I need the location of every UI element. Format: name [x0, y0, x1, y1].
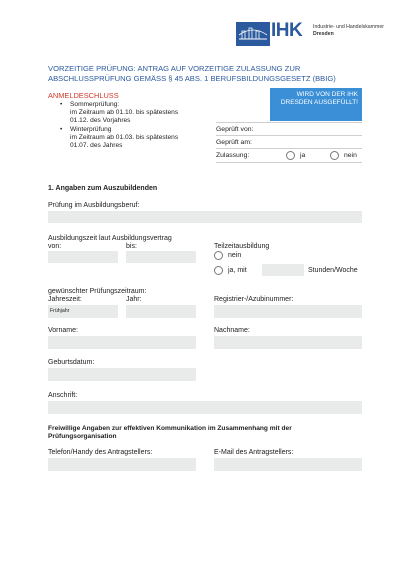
parttime-no-radio[interactable] — [214, 251, 223, 260]
phone-label: Telefon/Handy des Antragstellers: — [48, 449, 153, 456]
exam-period-label: gewünschter Prüfungszeitraum: — [48, 288, 147, 295]
checked-by-label: Geprüft von: — [216, 126, 254, 133]
checked-on-label: Geprüft am: — [216, 139, 252, 146]
form-title: VORZEITIGE PRÜFUNG: ANTRAG AUF VORZEITIGE ZULASSUNG ZUR ABSCHLUSSPRÜFUNG GEMÄSS § 45 ABS. 1 BERUFSBILDUNGSGESETZ (BBIG) — [48, 64, 336, 83]
from-label: von: — [48, 243, 62, 250]
from-date-field[interactable] — [48, 251, 118, 263]
admission-row — [216, 148, 362, 162]
to-date-field[interactable] — [126, 251, 196, 263]
email-label: E-Mail des Antragstellers: — [214, 449, 294, 456]
admission-label: Zulassung: — [216, 152, 250, 159]
year-field[interactable] — [126, 305, 196, 318]
deadline-item-winter: • Winterprüfung im Zeitraum ab 01.03. bis spätestens 01.07. des Jahres — [60, 126, 178, 150]
office-use-note: WIRD VON DER IHK DRESDEN AUSGEFÜLLT! — [270, 88, 362, 121]
lastname-label: Nachname: — [214, 327, 250, 334]
phone-field[interactable] — [48, 458, 196, 471]
deadline-item-summer: • Sommerprüfung: im Zeitraum ab 01.10. bis spätestens 01.12. des Vorjahres — [60, 101, 178, 125]
deadline-list — [60, 101, 178, 150]
org-name-line1: Industrie- und Handelskammer — [313, 24, 384, 30]
ihk-logo-text: IHK — [271, 20, 303, 41]
season-select[interactable] — [48, 305, 118, 318]
birthdate-label: Geburtsdatum: — [48, 359, 95, 366]
checked-by-row — [216, 122, 362, 136]
address-label: Anschrift: — [48, 392, 78, 399]
birthdate-field[interactable] — [48, 368, 196, 381]
address-field[interactable] — [48, 401, 362, 414]
admission-no-label: nein — [344, 152, 357, 159]
org-name-line2: Dresden — [313, 30, 334, 37]
exam-profession-label: Prüfung im Ausbildungsberuf: — [48, 202, 140, 209]
hours-per-week-field[interactable] — [262, 264, 304, 276]
exam-profession-field[interactable] — [48, 211, 362, 223]
checked-on-row — [216, 135, 362, 149]
firstname-field[interactable] — [48, 336, 196, 349]
office-box-bottom-rule — [216, 162, 362, 163]
registration-number-label: Registrier-/Azubinummer: — [214, 296, 294, 303]
lastname-field[interactable] — [214, 336, 362, 349]
deadline-heading: ANMELDESCHLUSS — [48, 91, 119, 100]
season-label: Jahreszeit: — [48, 296, 82, 303]
firstname-label: Vorname: — [48, 327, 78, 334]
parttime-label: Teilzeitausbildung — [214, 243, 270, 250]
hours-per-week-label: Stunden/Woche — [308, 267, 358, 274]
parttime-no-label: nein — [228, 252, 242, 259]
admission-yes-label: ja — [300, 152, 306, 159]
voluntary-info-heading: Freiwillige Angaben zur effektiven Kommunikation im Zusammenhang mit der Prüfungsorganisation — [48, 425, 292, 441]
email-field[interactable] — [214, 458, 362, 471]
year-label: Jahr: — [126, 296, 142, 303]
admission-no-radio[interactable] — [330, 151, 339, 160]
parttime-yes-label: ja, mit — [228, 267, 247, 274]
section-1-heading: 1. Angaben zum Auszubildenden — [48, 185, 158, 192]
contract-period-label: Ausbildungszeit laut Ausbildungsvertrag — [48, 235, 172, 242]
to-label: bis: — [126, 243, 137, 250]
bridge-icon — [236, 22, 270, 46]
ihk-logo-mark — [236, 22, 270, 46]
registration-number-field[interactable] — [214, 305, 362, 318]
org-name — [313, 24, 384, 37]
parttime-yes-radio[interactable] — [214, 266, 223, 275]
admission-yes-radio[interactable] — [286, 151, 295, 160]
season-select-value: Frühjahr — [50, 308, 70, 314]
